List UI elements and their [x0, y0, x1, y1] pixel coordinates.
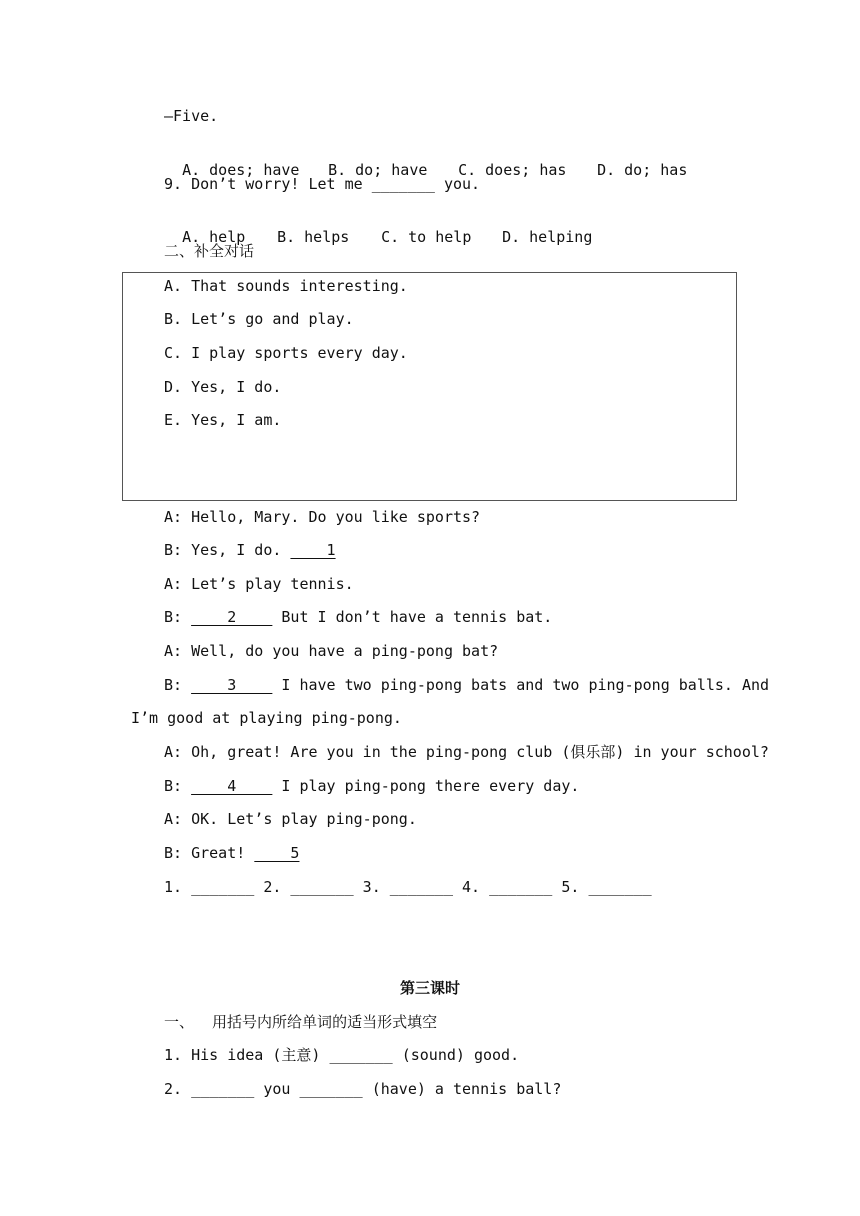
dialogue-line [164, 776, 579, 796]
dialogue-line-continued: I’m good at playing ping-pong. [131, 709, 402, 727]
box-option-c: C. I play sports every day. [164, 344, 408, 362]
box-option-d: D. Yes, I do. [164, 378, 282, 396]
section-title: 二、补全对话 [164, 242, 255, 260]
q8-option-d: D. do; has [597, 161, 688, 179]
dialogue-text: I play ping-pong there every day. [272, 777, 580, 795]
box-option-b: B. Let’s go and play. [164, 310, 354, 328]
blank-2: 2 [191, 608, 273, 626]
q9-option-d: D. helping [502, 228, 593, 246]
answer-blanks: 1. _______ 2. _______ 3. _______ 4. _______ 5. _______ [164, 878, 652, 896]
speaker-text: B: [164, 676, 192, 694]
blank-1: 1 [290, 541, 336, 559]
box-option-a: A. That sounds interesting. [164, 277, 408, 295]
speaker-text: B: Yes, I do. [164, 541, 291, 559]
blank-4: 4 [191, 777, 273, 795]
dialogue-line [164, 540, 336, 560]
q8-option-a: A. does; have [182, 161, 300, 179]
dialogue-line: A: Let’s play tennis. [164, 575, 354, 593]
lesson-title: 第三课时 [399, 979, 460, 997]
speaker-text: B: Great! [164, 844, 255, 862]
dialogue-text: I have two ping-pong bats and two ping-pong balls. And [272, 676, 770, 694]
question-2: 2. _______ you _______ (have) a tennis ball? [164, 1080, 562, 1098]
q8-option-c: C. does; has [458, 161, 567, 179]
q9-option-c: C. to help [381, 228, 472, 246]
box-option-e: E. Yes, I am. [164, 411, 282, 429]
speaker-text: B: [164, 777, 192, 795]
blank-3: 3 [191, 676, 273, 694]
dialogue-line [164, 843, 299, 863]
section-title: 一、 用括号内所给单词的适当形式填空 [164, 1013, 438, 1031]
dialogue-line: A: Well, do you have a ping-pong bat? [164, 642, 499, 660]
dialogue-line: A: OK. Let’s play ping-pong. [164, 810, 417, 828]
question-9: 9. Don’t worry! Let me _______ you. [164, 175, 481, 193]
dialogue-line: A: Hello, Mary. Do you like sports? [164, 508, 481, 526]
speaker-text: B: [164, 608, 192, 626]
q8-option-b: B. do; have [328, 161, 428, 179]
dialogue-line [164, 675, 769, 695]
q9-option-b: B. helps [277, 228, 350, 246]
dialogue-line: A: Oh, great! Are you in the ping-pong club (俱乐部) in your school? [164, 743, 769, 761]
q9-option-a: A. help [182, 228, 246, 246]
question-1: 1. His idea (主意) _______ (sound) good. [164, 1046, 520, 1064]
dialogue-line [164, 607, 552, 627]
dialogue-text: But I don’t have a tennis bat. [272, 608, 553, 626]
answer-line: —Five. [164, 107, 219, 125]
blank-5: 5 [254, 844, 300, 862]
